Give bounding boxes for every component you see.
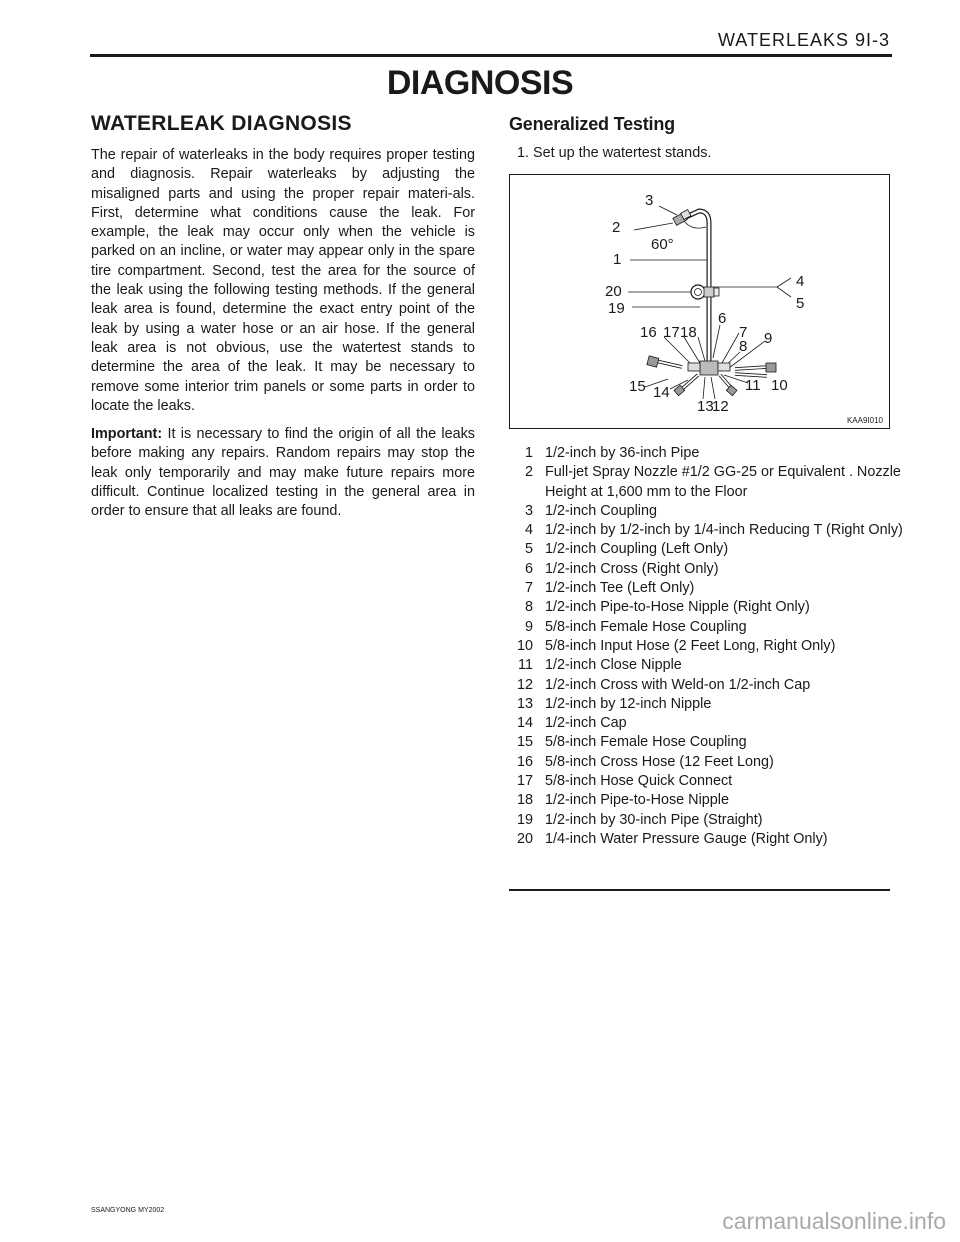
part-number: 4 <box>524 522 533 539</box>
spray-nozzle <box>673 210 691 226</box>
parts-list-item <box>505 733 905 752</box>
part-number: 8 <box>524 599 533 616</box>
important-text: It is necessary to find the origin of all the leaks before making any repairs. Random repairs may stop the leak only temporarily and may make future repairs more difficult. Continue localized testing in the general area in order to ensure that all leaks are found. <box>91 426 475 520</box>
parts-list-item <box>505 753 905 772</box>
part-number: 11 <box>518 657 533 674</box>
important-paragraph <box>91 425 475 521</box>
parts-list-item <box>505 618 905 637</box>
callout-10: 10 <box>771 377 788 394</box>
parts-list-item <box>505 444 905 463</box>
parts-list-item <box>505 637 905 656</box>
parts-list-item <box>505 811 905 830</box>
part-description: 1/2-inch Cross with Weld-on 1/2-inch Cap <box>545 676 811 693</box>
callout-3: 3 <box>645 192 654 209</box>
watermark: carmanualsonline.info <box>722 1208 946 1234</box>
left-column <box>91 112 475 522</box>
part-description: 1/2-inch Coupling <box>545 502 657 519</box>
parts-list-item <box>505 791 905 810</box>
part-description: 1/2-inch by 30-inch Pipe (Straight) <box>545 811 763 828</box>
subsection-heading: Generalized Testing <box>509 114 675 134</box>
part-description: 5/8-inch Female Hose Coupling <box>545 734 747 751</box>
callout-5: 5 <box>796 295 805 312</box>
part-number: 6 <box>524 560 533 577</box>
part-number: 3 <box>524 502 533 519</box>
callout-12: 12 <box>712 398 729 415</box>
step-1: 1. Set up the watertest stands. <box>517 145 712 161</box>
figure-code: KAA9I010 <box>846 416 883 425</box>
page-footer: SSANGYONG MY2002 <box>91 1207 165 1214</box>
parts-list-item <box>505 656 905 675</box>
part-description: 1/2-inch Tee (Left Only) <box>545 580 695 597</box>
part-description: 1/2-inch Coupling (Left Only) <box>545 541 729 558</box>
part-description: 1/2-inch Pipe-to-Hose Nipple (Right Only) <box>545 599 810 616</box>
part-description: 5/8-inch Hose Quick Connect <box>545 773 733 790</box>
angle-arc <box>684 221 706 228</box>
callout-angle: 60° <box>651 236 674 253</box>
callout-6: 6 <box>718 310 727 327</box>
part-number: 19 <box>516 811 533 828</box>
part-description: 1/2-inch by 36-inch Pipe <box>545 445 700 461</box>
watertest-stand-figure <box>509 174 890 429</box>
callout-17: 17 <box>663 324 680 341</box>
parts-list-item <box>505 540 905 559</box>
callout-11: 11 <box>745 377 761 394</box>
part-number: 15 <box>516 734 533 751</box>
parts-list-item <box>505 560 905 579</box>
important-label: Important: <box>91 426 163 443</box>
parts-list-item <box>505 714 905 733</box>
part-number: 1 <box>524 445 533 461</box>
part-description: 5/8-inch Input Hose (2 Feet Long, Right Only) <box>545 637 836 654</box>
callout-1: 1 <box>613 251 622 268</box>
bottom-rule <box>509 889 890 891</box>
parts-list-item <box>505 521 905 540</box>
page-header-section: WATERLEAKS 9I-3 <box>717 30 890 50</box>
callout-7: 7 <box>739 324 748 341</box>
intro-paragraph: The repair of waterleaks in the body requires proper testing and diagnosis. Repair waterleaks by adjusting the misaligned parts and using the proper repair materi-als. First, determine what conditions cause the leak. For example, the leak may occur only when the vehicle is parked on an incline, or water may appear only in the spare tire compartment. Second, test the area for the source of the leak using the following testing methods. If the general leak area is found, determine the exact entry point of the leak by using a water hose or an air hose. If the general leak area is not obvious, use the watertest stands to determine the area of the leak. It may be necessary to remove some interior trim panels or some parts in order to locate the leaks. <box>91 147 475 414</box>
parts-list-item <box>505 598 905 617</box>
callout-13: 13 <box>697 398 714 415</box>
section-heading: WATERLEAK DIAGNOSIS <box>91 112 352 135</box>
part-number: 9 <box>524 618 533 635</box>
callout-4: 4 <box>796 273 805 290</box>
parts-list <box>505 444 905 849</box>
part-description: Full-jet Spray Nozzle #1/2 GG-25 or Equivalent . Nozzle Height at 1,600 mm to the Floor <box>545 464 901 500</box>
part-description: 1/2-inch by 1/2-inch by 1/4-inch Reducing T (Right Only) <box>545 522 903 539</box>
callout-18: 18 <box>680 324 697 341</box>
part-description: 1/2-inch Close Nipple <box>545 657 682 674</box>
callout-20: 20 <box>605 283 622 300</box>
part-description: 5/8-inch Cross Hose (12 Feet Long) <box>545 753 774 770</box>
parts-list-item <box>505 463 905 502</box>
callout-16: 16 <box>640 324 657 341</box>
part-description: 1/2-inch Pipe-to-Hose Nipple <box>545 792 729 809</box>
part-number: 12 <box>516 676 533 693</box>
part-description: 1/2-inch Cross (Right Only) <box>545 560 719 577</box>
callout-2: 2 <box>612 219 621 236</box>
part-number: 10 <box>516 637 533 654</box>
part-description: 1/4-inch Water Pressure Gauge (Right Only) <box>545 830 828 847</box>
callout-14: 14 <box>653 384 670 401</box>
parts-list-item <box>505 502 905 521</box>
part-number: 20 <box>516 830 533 847</box>
parts-list-item <box>505 772 905 791</box>
parts-list-item <box>505 830 905 849</box>
part-number: 5 <box>524 541 533 558</box>
watertest-stand-diagram <box>510 175 889 428</box>
part-number: 14 <box>516 715 533 732</box>
parts-list-item <box>505 695 905 714</box>
callout-9: 9 <box>764 330 773 347</box>
parts-list-item <box>505 579 905 598</box>
part-description: 1/2-inch Cap <box>545 715 627 732</box>
right-column <box>509 114 893 173</box>
part-number: 13 <box>516 695 533 712</box>
part-number: 17 <box>516 773 533 790</box>
part-description: 1/2-inch by 12-inch Nipple <box>545 695 712 712</box>
parts-list-item <box>505 676 905 695</box>
part-number: 16 <box>516 753 533 770</box>
callout-19: 19 <box>608 300 625 317</box>
page-title: DIAGNOSIS <box>386 64 574 102</box>
part-number: 7 <box>524 580 533 597</box>
header-rule <box>90 54 892 57</box>
callout-15: 15 <box>629 378 646 395</box>
part-number: 2 <box>524 464 533 481</box>
callout-8: 8 <box>739 338 748 355</box>
part-description: 5/8-inch Female Hose Coupling <box>545 618 747 635</box>
part-number: 18 <box>516 792 533 809</box>
